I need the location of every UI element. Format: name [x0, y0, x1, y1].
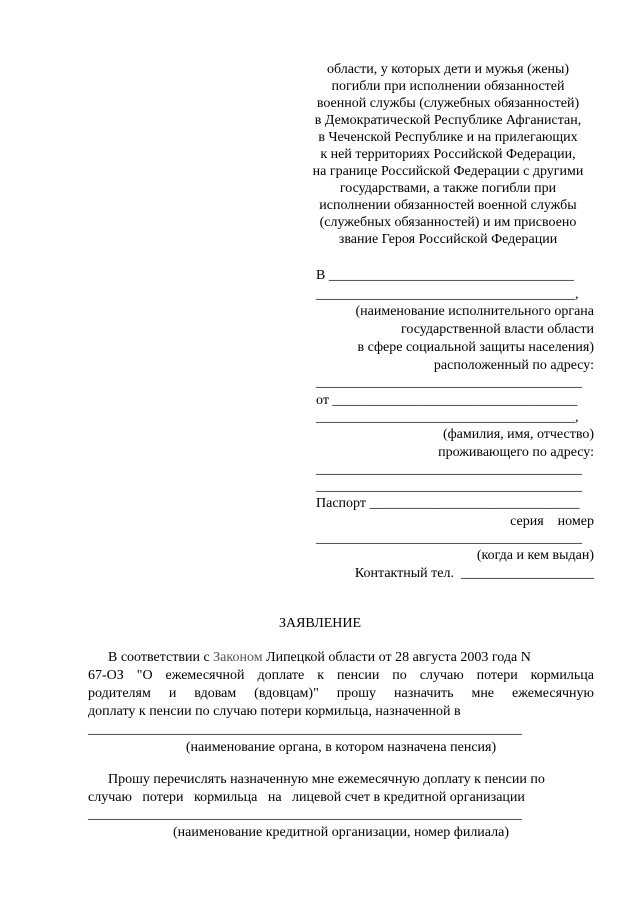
from-line: от ___________________________________	[316, 393, 578, 408]
passport-blank-line: ______________________________________	[316, 531, 582, 546]
org-caption: (наименование исполнительного органа	[355, 304, 594, 319]
header-line: военной службы (служебных обязанностей)	[316, 96, 580, 111]
name-caption: (фамилия, имя, отчество)	[442, 427, 594, 442]
header-line: на границе Российской Федерации с другими	[312, 164, 584, 179]
residing-label: проживающего по адресу:	[438, 445, 594, 460]
header-line: государствами, а также погибли при	[339, 181, 557, 196]
body-line: Прошу перечислять назначенную мне ежемесячную доплату к пенсии по	[108, 772, 545, 787]
passport-line: Паспорт ______________________________	[316, 496, 580, 511]
body-line	[108, 650, 594, 666]
series-number-label: серия номер	[510, 514, 594, 529]
credit-org-caption: (наименование кредитной организации, номер филиала)	[172, 825, 509, 840]
located-label: расположенный по адресу:	[433, 358, 594, 373]
header-line: (служебных обязанностей) и им присвоено	[319, 215, 577, 230]
credit-org-blank-line: ______________________________________________________________	[88, 807, 522, 822]
org-caption: государственной власти области	[400, 322, 594, 337]
body-text: Липецкой области от 28 августа 2003 года N	[262, 650, 531, 665]
body-line: случаю потери кормильца на лицевой счет в кредитной организации	[88, 790, 525, 805]
header-line: области, у которых дети и мужья (жены)	[326, 62, 570, 77]
issued-caption: (когда и кем выдан)	[476, 548, 594, 563]
name-blank-line: _____________________________________,	[316, 410, 579, 425]
residence-blank-line: ______________________________________	[316, 479, 582, 494]
org-caption: в сфере социальной защиты населения)	[357, 340, 594, 355]
address-blank-line: ______________________________________	[316, 375, 582, 390]
header-line: исполнении обязанностей военной службы	[319, 198, 577, 213]
pension-org-blank-line: ______________________________________________________________	[88, 722, 522, 737]
header-line: к ней территориях Российской Федерации,	[320, 147, 576, 162]
header-line: в Чеченской Республике и на прилегающих	[318, 130, 578, 145]
header-line: в Демократической Республике Афганистан,	[314, 113, 582, 128]
to-line: В ___________________________________	[316, 268, 574, 283]
body-line: доплату к пенсии по случаю потери кормильца, назначенной в	[88, 704, 461, 719]
law-link[interactable]: Законом	[213, 650, 263, 665]
residence-blank-line: ______________________________________	[316, 462, 582, 477]
phone-line: Контактный тел. ___________________	[354, 566, 594, 581]
org-blank-line: _____________________________________,	[316, 287, 579, 302]
header-line: погибли при исполнении обязанностей	[331, 79, 565, 94]
document-title: ЗАЯВЛЕНИЕ	[278, 616, 362, 631]
header-line: звание Героя Российской Федерации	[338, 232, 558, 247]
body-line: 67-ОЗ "О ежемесячной доплате к пенсии по случаю потери кормильца	[88, 668, 594, 683]
body-line: родителям и вдовам (вдовцам)" прошу назначить мне ежемесячную	[88, 686, 594, 701]
pension-org-caption: (наименование органа, в котором назначена пенсия)	[185, 740, 497, 755]
body-text: В соответствии с	[108, 650, 214, 665]
